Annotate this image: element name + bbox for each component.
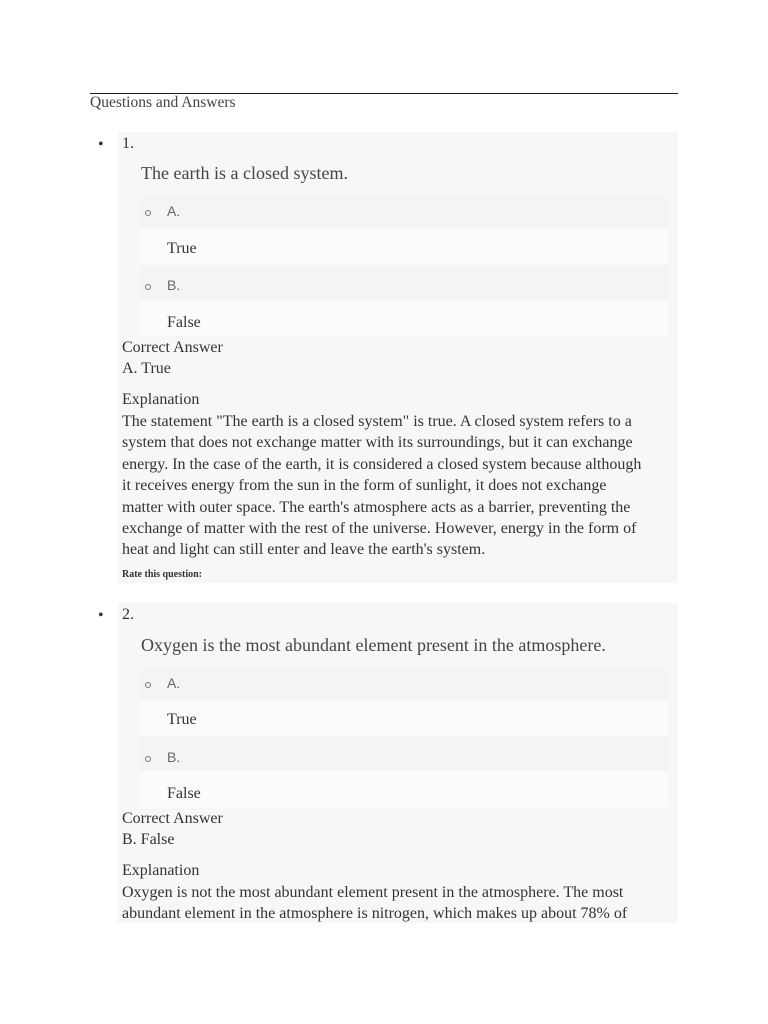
correct-answer-label: Correct Answer — [122, 339, 223, 356]
option-a-answer[interactable] — [141, 700, 669, 736]
explanation-line: matter with outer space. The earth's atmosphere acts as a barrier, preventing the — [122, 498, 631, 516]
correct-answer-label: Correct Answer — [122, 810, 223, 827]
option-b-row[interactable] — [141, 266, 669, 299]
option-letter: A. — [167, 675, 181, 691]
list-bullet: • — [98, 607, 104, 624]
option-a-row[interactable] — [141, 195, 669, 228]
rate-question-label: Rate this question: — [122, 569, 203, 580]
option-letter: B. — [167, 277, 181, 293]
explanation-line: energy. In the case of the earth, it is considered a closed system because although — [122, 455, 642, 473]
explanation-line: abundant element in the atmosphere is nitrogen, which makes up about 78% of — [122, 905, 628, 923]
explanation-line: system that does not exchange matter with its surroundings, but it can exchange — [122, 434, 633, 452]
explanation-text — [122, 411, 677, 561]
option-letter: A. — [167, 203, 181, 219]
option-a-row[interactable] — [141, 667, 669, 700]
question-number: 2. — [122, 606, 134, 623]
explanation-line: it receives energy from the sun in the form of sunlight, it does not exchange — [122, 477, 607, 495]
explanation-line: heat and light can still enter and leave the earth's system. — [122, 541, 486, 559]
page-title: Questions and Answers — [90, 94, 236, 111]
option-text: True — [167, 240, 197, 257]
explanation-label: Explanation — [122, 391, 200, 408]
option-circle-icon — [145, 682, 151, 688]
question-text: The earth is a closed system. — [141, 163, 348, 183]
question-number: 1. — [122, 135, 134, 152]
correct-answer-value: A. True — [122, 360, 171, 377]
explanation-text — [122, 882, 677, 925]
option-circle-icon — [145, 210, 151, 216]
explanation-line: exchange of matter with the rest of the universe. However, energy in the form of — [122, 520, 637, 538]
explanation-line: Oxygen is not the most abundant element present in the atmosphere. The most — [122, 884, 624, 901]
option-circle-icon — [145, 756, 151, 762]
list-bullet: • — [98, 136, 104, 153]
option-letter: B. — [167, 749, 181, 765]
option-text: True — [167, 711, 197, 728]
option-b-answer[interactable] — [141, 771, 669, 807]
explanation-line: The statement "The earth is a closed system" is true. A closed system refers to a — [122, 413, 632, 430]
option-circle-icon — [145, 284, 151, 290]
option-b-row[interactable] — [141, 737, 669, 770]
option-text: False — [167, 314, 201, 331]
correct-answer-value: B. False — [122, 831, 175, 848]
option-a-answer[interactable] — [141, 228, 669, 264]
question-text: Oxygen is the most abundant element present in the atmosphere. — [141, 635, 606, 655]
option-b-answer[interactable] — [141, 300, 669, 336]
option-text: False — [167, 785, 201, 802]
explanation-label: Explanation — [122, 862, 200, 879]
